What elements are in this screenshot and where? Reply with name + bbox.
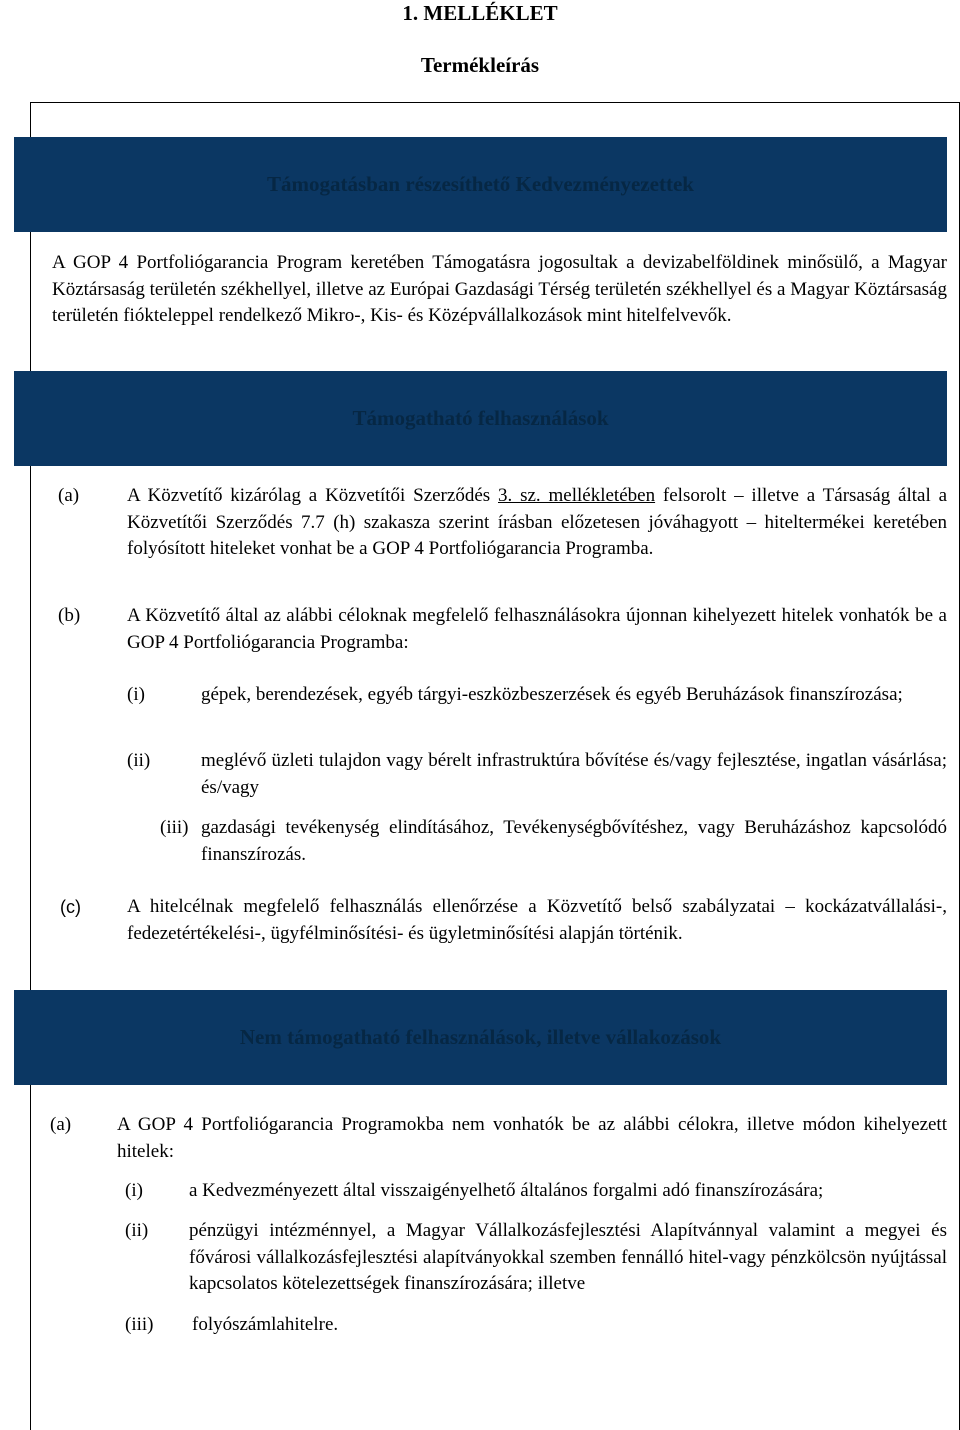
eligible-use-b-text: A Közvetítő által az alábbi céloknak megfelelő felhasználásokra újonnan kihelyezett hitelek vonhatók be a GOP 4 Portfoliógarancia Programba: [127, 605, 947, 653]
item-label: (a) [58, 485, 80, 506]
ineligible-use-a-text: A GOP 4 Portfoliógarancia Programokba nem vonhatók be az alábbi célokra, illetve módon kihelyezett hitelek: [117, 1114, 947, 1162]
eligible-use-a-text-end: felsorolt – illetve a Társaság által a Közvetítői Szerződés 7.7 (h) szakasza szerint írásban előzetesen jóváhagyott – hiteltermékei keretében folyósított hiteleket vonhat be a GOP 4 Portfoliógarancia Programba. [127, 485, 948, 559]
item-label: (a) [50, 1114, 72, 1135]
section-heading-band [14, 990, 947, 1085]
eligible-use-a-text [127, 483, 947, 563]
ineligible-use-a-ii-text: pénzügyi intézménnyel, a Magyar Vállalkozásfejlesztési Alapítvánnyal valamint a megyei és fővárosi vállalkozásfejlesztési alapítványokkal szemben fennálló hitel-vagy pénzkölcsön nyújtással kapcsolatos kötelezettségek finanszírozására; illetve [189, 1220, 947, 1294]
table-left-border [30, 102, 31, 1430]
section-heading-ineligible-uses: Nem támogatható felhasználások, illetve vállakozások [239, 1025, 722, 1049]
section-heading-band [14, 137, 947, 232]
annex-link[interactable]: 3. sz. mellékletében [498, 485, 656, 506]
eligible-use-b-i-text: gépek, berendezések, egyéb tárgyi-eszközbeszerzések és egyéb Beruházások finanszírozása; [201, 684, 903, 705]
section-heading-beneficiaries: Támogatásban részesíthető Kedvezményezettek [267, 172, 694, 196]
section-heading-eligible-uses: Támogatható felhasználások [352, 406, 609, 430]
beneficiaries-paragraph: A GOP 4 Portfoliógarancia Program keretében Támogatásra jogosultak a devizabelföldinek minősülő, a Magyar Köztársaság területén székhellyel, illetve az Európai Gazdasági Térség területén székhellyel és a Magyar Köztársaság területén fiókteleppel rendelkező Mikro-, Kis- és Középvállalkozások mint hitelfelvevők. [52, 252, 947, 326]
item-label: (b) [58, 605, 81, 626]
ineligible-use-a-iii-text: folyószámlahitelre. [192, 1314, 339, 1335]
subitem-label: (i) [125, 1180, 143, 1201]
table-top-border [30, 102, 960, 103]
eligible-use-a-text-start: A Közvetítő kizárólag a Közvetítői Szerződés [127, 485, 498, 506]
subitem-label: (ii) [127, 750, 151, 771]
ineligible-use-a-i-text: a Kedvezményezett által visszaigényelhető általános forgalmi adó finanszírozására; [189, 1180, 824, 1201]
section-heading-band [14, 371, 947, 466]
document-subtitle: Termékleírás [420, 53, 540, 77]
subitem-label: (iii) [160, 817, 189, 838]
document-title: 1. MELLÉKLET [402, 1, 558, 25]
eligible-use-b-ii-text: meglévő üzleti tulajdon vagy bérelt infrastruktúra bővítése és/vagy fejlesztése, ingatlan vásárlása; és/vagy [201, 750, 947, 798]
eligible-use-c-text: A hitelcélnak megfelelő felhasználás ellenőrzése a Közvetítő belső szabályzatai – kockázatvállalási-, fedezetértékelési-, ügyfélminősítési- és ügyletminősítési alapján történik. [127, 896, 947, 944]
subitem-label: (i) [127, 684, 145, 705]
subitem-label: (iii) [125, 1314, 154, 1335]
item-label: (c) [60, 897, 81, 917]
eligible-use-b-iii-text: gazdasági tevékenység elindításához, Tevékenységbővítéshez, vagy Beruházáshoz kapcsolódó finanszírozás. [201, 817, 947, 865]
subitem-label: (ii) [125, 1220, 149, 1241]
